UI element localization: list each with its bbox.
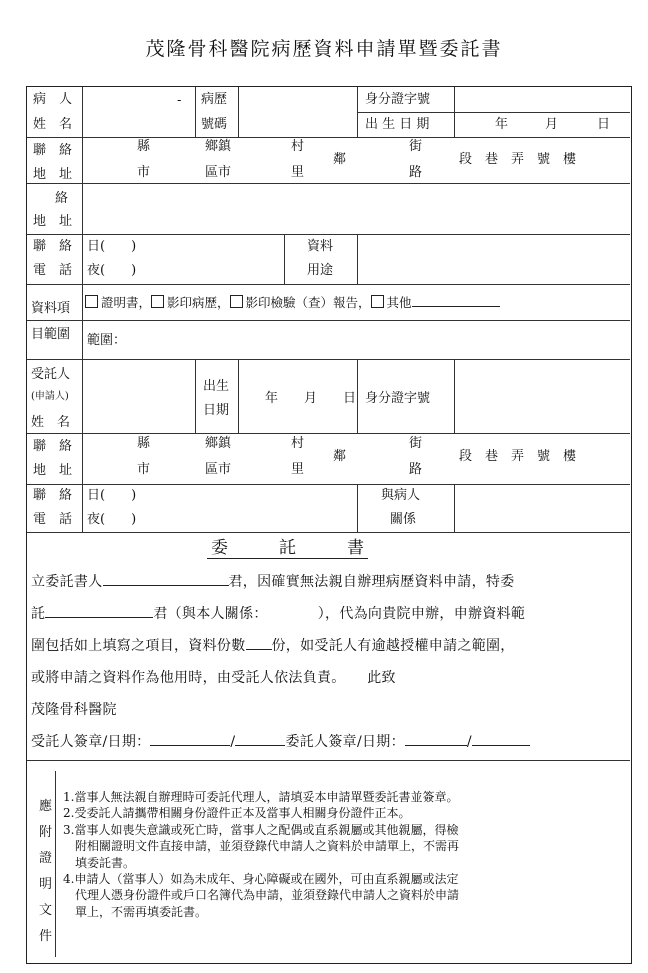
agent-phone-day[interactable]: 日( ): [87, 488, 137, 503]
scope-options: 證明書， 影印病歷， 影印檢驗（查）報告， 其他: [85, 295, 500, 310]
relation-label: 與病人: [381, 488, 421, 503]
application-form: [26, 86, 632, 964]
chart-number-label-2: 號碼: [201, 117, 228, 132]
patient-name-field[interactable]: [85, 89, 175, 135]
agent-dob-label: 出生: [203, 379, 230, 394]
proxy-line-3: 圍包括如上填寫之項目，資料份數 份，如受託人有逾越授權申請之範圍，: [31, 638, 515, 654]
relation-label-2: 關係: [390, 512, 417, 527]
township-label: 鄉鎮: [205, 139, 232, 154]
agent-street-label: 街: [409, 436, 423, 451]
id-number-label: 身分證字號: [365, 92, 431, 107]
scope-label: 資料項: [31, 301, 71, 316]
city-label: 市: [137, 165, 151, 180]
hospital-name: 茂隆骨科醫院: [31, 702, 117, 718]
notes-label-4: 明: [39, 877, 53, 892]
purpose-label-2: 用途: [307, 263, 334, 278]
road-label: 路: [409, 165, 423, 180]
notes-label-2: 附: [39, 825, 53, 840]
address2-label-2: 地 址: [33, 214, 73, 229]
agent-sign-line[interactable]: [150, 744, 230, 746]
copies-line[interactable]: [246, 648, 272, 650]
county-label: 縣: [137, 139, 151, 154]
certificate-checkbox[interactable]: [85, 295, 98, 308]
agent-neighborhood-label: 鄰: [333, 449, 347, 464]
dob-day: 日: [597, 117, 611, 132]
other-line[interactable]: [412, 305, 500, 307]
agent-phone-label: 聯 絡: [33, 488, 73, 503]
address-label: 聯 絡: [33, 143, 73, 158]
note-item: 4.申請人（當事人）如為未成年、身心障礙或在國外，可由直系親屬或法定 代理人憑身份證件或戶口名簿代為申請，並須登錄代申請人之資料於申請 單上，不需再填委託書。: [63, 872, 460, 919]
address2-field[interactable]: [85, 186, 625, 231]
agent-label: 受託人: [31, 367, 71, 382]
agent-phone-label-2: 電 話: [33, 512, 73, 527]
scope-label-2: 目範圍: [31, 327, 71, 342]
phone-night[interactable]: 夜( ): [87, 263, 137, 278]
notes-label-1: 應: [39, 799, 53, 814]
agent-dob-ymd: 年 月 日: [265, 391, 357, 406]
patient-name-label-2: 姓 名: [33, 117, 73, 132]
agent-dob-label-2: 日期: [203, 403, 230, 418]
agent-address-label: 聯 絡: [33, 439, 73, 454]
notes-label-6: 件: [39, 929, 53, 944]
address-detail-labels: 段 巷 弄 號 樓: [459, 152, 577, 167]
chart-number-label: 病歷: [201, 92, 228, 107]
proxy-line-4: 或將申請之資料作為他用時，由受託人依法負責。 此致: [31, 670, 396, 686]
neighborhood-label: 鄰: [333, 152, 347, 167]
village-label: 村: [291, 139, 305, 154]
proxy-line-1: 立委託書人 君，因確實無法親自辦理病歷資料申請，特委: [31, 574, 515, 590]
phone-label: 聯 絡: [33, 239, 73, 254]
agent-address-detail-labels: 段 巷 弄 號 樓: [459, 449, 577, 464]
district-label: 區市: [205, 165, 232, 180]
principal-sign-line[interactable]: [405, 744, 467, 746]
page-title: 茂隆骨科醫院病歷資料申請單暨委託書: [145, 38, 503, 60]
proxy-line-2: 託 君（與本人關係： ），代為向貴院申辦，申辦資料範: [31, 606, 526, 622]
phone-label-2: 電 話: [33, 263, 73, 278]
dob-year: 年: [495, 117, 509, 132]
address2-label: 絡: [55, 191, 69, 206]
dob-label: 出 生 日 期: [365, 117, 430, 132]
agent-road-label: 路: [409, 462, 423, 477]
other-checkbox[interactable]: [371, 295, 384, 308]
agent-county-label: 縣: [137, 436, 151, 451]
agent-date-line[interactable]: [235, 744, 285, 746]
principal-name-line[interactable]: [103, 584, 229, 586]
notes-label-5: 文: [39, 903, 53, 918]
agent-name-label: 姓 名: [31, 415, 71, 430]
principal-date-line[interactable]: [472, 744, 530, 746]
range-label: 範圍：: [87, 333, 127, 348]
agent-name-line[interactable]: [45, 616, 153, 618]
agent-township-label: 鄉鎮: [205, 436, 232, 451]
copy-records-checkbox[interactable]: [151, 295, 164, 308]
note-item: 2.受委託人請攜帶相關身份證件正本及當事人相關身份證件正本。: [63, 806, 411, 821]
agent-applicant-label: (申請人): [31, 391, 69, 402]
copy-test-report-checkbox[interactable]: [230, 295, 243, 308]
note-item: 1.當事人無法親自辦理時可委託代理人，請填妥本申請單暨委託書並簽章。: [63, 790, 459, 804]
agent-phone-night[interactable]: 夜( ): [87, 512, 137, 527]
proxy-heading: 委 託 書: [207, 538, 368, 558]
address-label-2: 地 址: [33, 167, 73, 182]
li-label: 里: [291, 165, 305, 180]
agent-city-label: 市: [137, 462, 151, 477]
agent-id-label: 身分證字號: [365, 391, 431, 406]
agent-village-label: 村: [291, 436, 305, 451]
purpose-label: 資料: [307, 239, 334, 254]
agent-address-label-2: 地 址: [33, 463, 73, 478]
agent-li-label: 里: [291, 462, 305, 477]
agent-district-label: 區市: [205, 462, 232, 477]
notes-list: [63, 789, 631, 920]
name-dash: -: [177, 93, 182, 108]
street-label: 街: [409, 139, 423, 154]
dob-month: 月: [545, 117, 559, 132]
signature-line: 受託人簽章/日期： / 委託人簽章/日期： /: [31, 731, 530, 751]
patient-name-label: 病 人: [33, 92, 73, 107]
note-item: 3.當事人如喪失意識或死亡時，當事人之配偶或直系親屬或其他親屬，得檢 附相關證明文件直接申請，並須登錄代申請人之資料於申請單上，不需再 填委託書。: [63, 822, 460, 870]
phone-day[interactable]: 日( ): [87, 239, 137, 254]
notes-label-3: 證: [39, 851, 53, 866]
